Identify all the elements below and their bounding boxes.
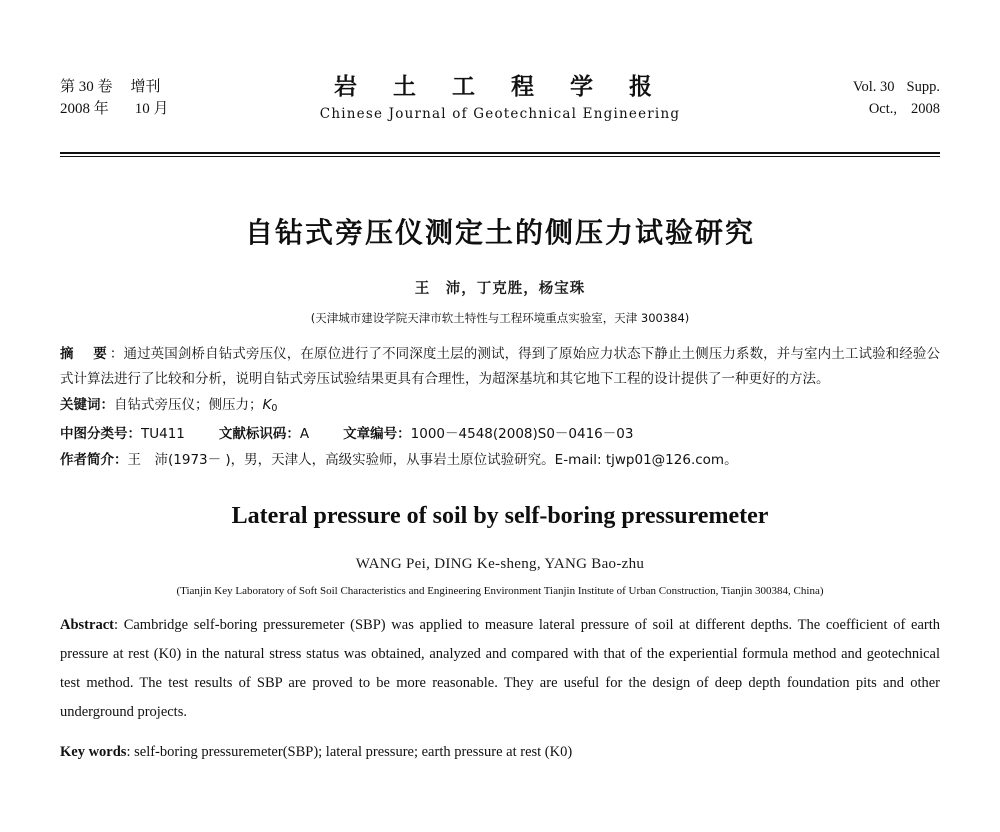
author-bio-label: 作者简介： xyxy=(60,452,128,468)
divider-thin xyxy=(60,156,940,157)
keywords-symbol-cn: K xyxy=(262,397,272,413)
clc-label: 中图分类号： xyxy=(60,426,141,442)
keywords-text-cn: 自钻式旁压仪；侧压力； xyxy=(114,397,263,413)
masthead-divider xyxy=(60,152,940,157)
journal-title-en: Chinese Journal of Geotechnical Engineering xyxy=(319,106,681,122)
affiliation-cn: (天津城市建设学院天津市软土特性与工程环境重点实验室，天津 300384) xyxy=(310,311,690,325)
keywords-text-en: : self-boring pressuremeter(SBP); lateral pressure; earth pressure at rest (K0) xyxy=(126,744,573,760)
keywords-en xyxy=(60,739,940,765)
article-title-cn: 自钻式旁压仪测定土的侧压力试验研究 xyxy=(244,216,755,249)
masthead xyxy=(60,72,940,142)
abstract-text-en: : Cambridge self-boring pressuremeter (SBP) was applied to measure lateral pressure of soil at different depths. The coefficient of earth pressure at rest (K0) in the natural stress status was obtained, analyzed and compared with that of the experiential formula method and geotechnical test method. The test results of SBP are proved to be more reasonable. They are useful for the design of deep depth foundation pits and other underground projects. xyxy=(60,617,940,720)
article-title-en: Lateral pressure of soil by self-boring pressuremeter xyxy=(231,503,769,529)
affiliation-en: (Tianjin Key Laboratory of Soft Soil Characteristics and Engineering Environment Tianjin Institute of Urban Construction, Tianjin 300384, China) xyxy=(176,585,824,597)
journal-title-cn: 岩 土 工 程 学 报 xyxy=(333,73,667,100)
abstract-text-cn: ：通过英国剑桥自钻式旁压仪，在原位进行了不同深度土层的测试，得到了原始应力状态下静止土侧压力系数，并与室内土工试验和经验公式计算法进行了比较和分析，说明自钻式旁压试验结果更具有合理性，为超深基坑和其它地下工程的设计提供了一种更好的方法。 xyxy=(60,346,941,387)
abstract-block-cn xyxy=(60,342,940,473)
authors-en: WANG Pei, DING Ke-sheng, YANG Bao-zhu xyxy=(355,556,645,572)
clc-value: TU411 xyxy=(141,426,185,442)
abstract-en xyxy=(60,611,940,727)
month-label-en: Oct., xyxy=(868,101,897,117)
supplement-label: 增刊 xyxy=(130,79,161,95)
divider-thick xyxy=(60,152,940,154)
year-label: 2008 年 xyxy=(60,101,109,117)
doc-code-label: 文献标识码： xyxy=(218,426,300,442)
author-bio-line xyxy=(60,448,940,473)
keywords-label-en: Key words xyxy=(60,744,127,760)
clc-line xyxy=(60,422,940,447)
volume-label: 第 30 卷 xyxy=(60,79,113,95)
journal-page xyxy=(0,72,1000,832)
author-bio-text: 王 沛(1973－ )，男，天津人，高级实验师，从事岩土原位试验研究。E-mail: tjwp01@126.com。 xyxy=(127,452,738,468)
article-number-value: 1000－4548(2008)S0－0416－03 xyxy=(410,426,634,442)
abstract-cn xyxy=(60,342,940,392)
keywords-symbol-sub-cn: 0 xyxy=(271,403,278,414)
month-label: 10 月 xyxy=(134,101,169,117)
masthead-right xyxy=(750,76,940,120)
keywords-label-cn: 关键词： xyxy=(60,397,114,413)
year-label-en: 2008 xyxy=(911,101,940,117)
abstract-label-cn: 摘 要 xyxy=(60,346,110,362)
abstract-label-en: Abstract xyxy=(60,617,114,633)
keywords-cn xyxy=(60,393,940,421)
authors-cn: 王 沛，丁克胜，杨宝珠 xyxy=(414,281,586,297)
volume-label-en: Vol. 30 xyxy=(852,79,895,95)
article-number-label: 文章编号： xyxy=(343,426,411,442)
doc-code-value: A xyxy=(299,426,310,442)
supplement-label-en: Supp. xyxy=(906,79,940,95)
